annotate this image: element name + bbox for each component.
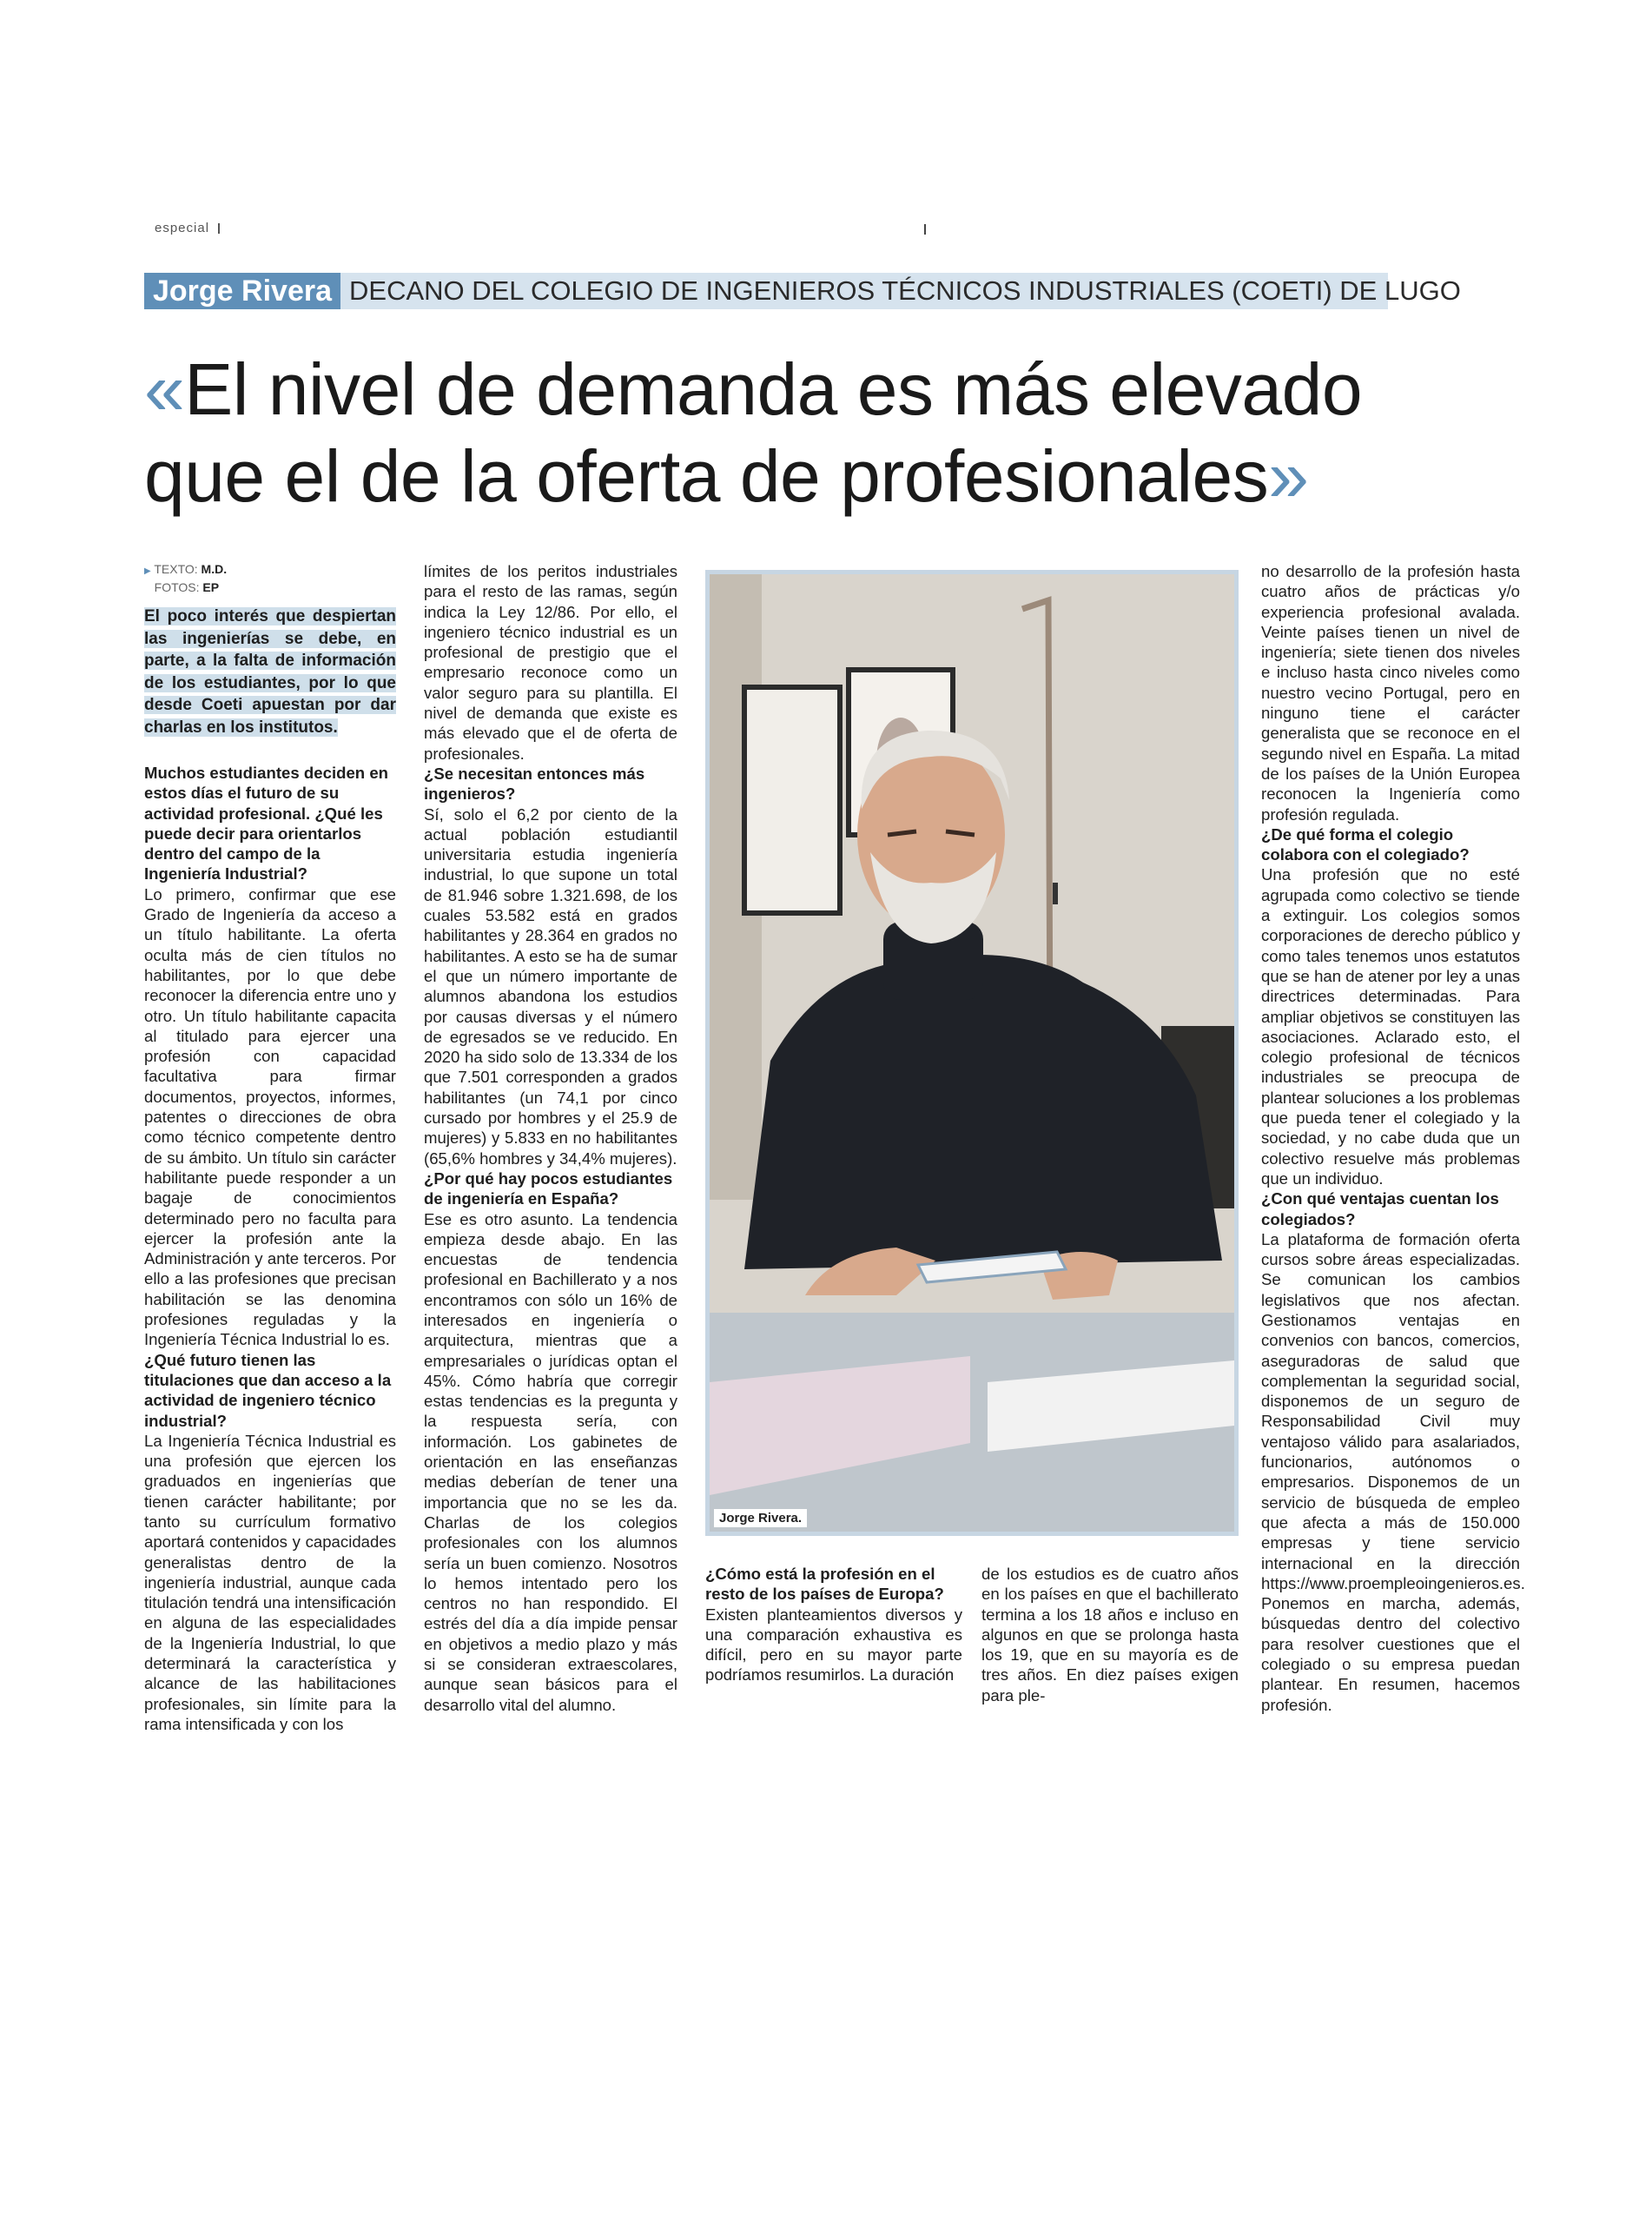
answer-4: Ese es otro asunto. La tendencia empieza desde abajo. En las encuestas de tendencia profesional en Bachillerato y a nos encontramos con sólo un 16% de interesados en ingeniería o arquitectura, mientras que a empresariales o jurídicas optan el 45%. Cómo habría que corregir estas tendencias es la pregunta y la respuesta sería, con información. Los gabinetes de orientación en las enseñanzas medias deberían de tener una importancia que no se les da. Charlas de los colegios profesionales con los alumnos sería un buen comienzo. Nosotros lo hemos intentado pero los centros no han respondido. El estrés del día a día impide pensar en objetivos a medio plazo y más si se consideran extraescolares, aunque sean básicos para el desarrollo vital del alumno. [424, 1209, 677, 1714]
headline-line-2: que el de la oferta de profesionales [144, 435, 1269, 517]
question-6: ¿De qué forma el colegio colabora con el colegiado? [1261, 824, 1470, 864]
framed-picture-left [744, 687, 840, 913]
credit-photos-label: FOTOS: [154, 580, 200, 594]
column-4 [981, 1564, 1239, 1705]
column-1 [144, 561, 396, 1734]
column-5 [1261, 561, 1525, 1715]
question-3: ¿Se necesitan entonces más ingenieros? [424, 764, 645, 804]
kicker-bar [144, 273, 1461, 309]
headline-line-1: El nivel de demanda es más elevado [184, 348, 1363, 430]
question-2: ¿Qué futuro tienen las titulaciones que dan acceso a la actividad de ingeniero técnico industrial? [144, 1350, 392, 1430]
answer-7: La plataforma de formación oferta cursos sobre áreas especializadas. Se comunican los cambios legislativos que nos afectan. Gestionamos ventajas en convenios con bancos, comercios, aseguradoras de salud que complementan la seguridad social, disponemos de un seguro de Responsabilidad Civil muy ventajoso válido para asalariados, funcionarios, autónomos o empresarios. Disponemos de un servicio de búsqueda de empleo que afecta a más de 150.000 empresas y tiene servicio internacional en la dirección https://www.proempleoingenieros.es. Ponemos en marcha, además, búsquedas dentro del colectivo para resolver cuestiones que el colegiado o su empresa puedan plantear. En resumen, hacemos profesión. [1261, 1229, 1525, 1714]
question-7: ¿Con qué ventajas cuentan los colegiados? [1261, 1189, 1499, 1228]
portrait-photo [705, 570, 1239, 1536]
lead-text: El poco interés que despiertan las ingenierías se debe, en parte, a la falta de información de los estudiantes, por lo que desde Coeti apuestan por dar charlas en los institutos. [144, 607, 396, 737]
close-quote: » [1268, 435, 1309, 517]
answer-2: La Ingeniería Técnica Industrial es una profesión que ejercen los graduados en ingenierías que tienen carácter habilitante; por tanto su currículum formativo aportará contenidos y capacidades generalistas dentro de la ingeniería industrial, aunque cada titulación tendrá una intensificación en alguna de las especialidades de la Ingeniería Industrial, lo que determinará la característica y alcance de las habilitaciones profesionales, sin límite para la rama intensificada y con los [144, 1431, 396, 1733]
section-tag [155, 221, 220, 235]
column-3 [705, 1564, 962, 1685]
answer-6: Una profesión que no esté agrupada como colectivo se tiende a extinguir. Los colegios somos corporaciones de derecho público y como tales tenemos unos estatutos que se han de atener por ley a unas directrices determinadas. Para ampliar objetivos se constituyen las asociaciones. Aclarado esto, el colegio profesional de técnicos industriales se preocupa de plantear soluciones a los problemas que pueda tener el colegiado y la sociedad, y no cabe duda que un colectivo resuelve más problemas que un individuo. [1261, 865, 1520, 1188]
credit-photos-value: EP [202, 580, 220, 594]
question-1: Muchos estudiantes deciden en estos días el futuro de su actividad profesional. ¿Qué les puede decir para orientarlos dentro del campo de la Ingeniería Industrial? [144, 764, 389, 884]
answer-1: Lo primero, confirmar que ese Grado de Ingeniería da acceso a un título habilitante. La oferta oculta más de cien títulos no habilitantes, por lo que debe reconocer la diferencia entre uno y otro. Un título habilitante capacita al titulado para ejercer una profesión con capacidad facultativa para firmar documentos, proyectos, informes, patentes o direcciones de obra como técnico competente dentro de su ámbito. Un título sin carácter habilitante puede responder a un bagaje de conocimientos determinado pero no faculta para ejercer la profesión ante la Administración y ante terceros. Por ello a las profesiones que precisan habilitación se las denomina profesiones reguladas y la Ingeniería Técnica Industrial lo es. [144, 884, 396, 1349]
credits [144, 561, 396, 595]
section-label: especial [155, 221, 210, 235]
lamp-switch [1053, 883, 1058, 904]
section-divider [218, 223, 220, 234]
page-mark [924, 224, 926, 235]
interviewee-role: DECANO DEL COLEGIO DE INGENIEROS TÉCNICOS INDUSTRIALES (COETI) DE LUGO [349, 275, 1461, 306]
answer-5: Existen planteamientos diversos y una comparación exhaustiva es difícil, pero en su mayor parte podríamos resumirlos. La duración [705, 1605, 962, 1685]
headline [144, 346, 1534, 520]
credit-text-label: TEXTO: [154, 562, 198, 576]
photo-caption: Jorge Rivera. [714, 1509, 807, 1527]
column-2 [424, 561, 677, 1715]
credit-text-value: M.D. [201, 562, 228, 576]
triangle-icon: ▶ [144, 566, 151, 576]
interviewee-name: Jorge Rivera [144, 273, 340, 309]
answer-5-continued: de los estudios es de cuatro años en los países en que el bachillerato termina a los 18 años e incluso en algunos en que se prolonga hasta los 19, que en su mayoría es de tres años. En diez países exigen para ple- [981, 1565, 1239, 1704]
lead-paragraph [144, 606, 396, 738]
answer-2-continued: límites de los peritos industriales para el resto de las ramas, según indica la Ley 12/86. Por ello, el ingeniero técnico industrial es un profesional de prestigio que el empresario reconoce como un valor seguro para su plantilla. El nivel de demanda que existe es más elevado que el de oferta de profesionales. [424, 562, 677, 763]
answer-5-end: no desarrollo de la profesión hasta cuatro años de prácticas y/o experiencia profesional avalada. Veinte países tienen un nivel de ingeniería; siete tienen dos niveles e incluso hasta cinco niveles como nuestro vecino Portugal, pero en ninguno tiene el carácter generalista que se reconoce en el segundo nivel en España. La mitad de los países de la Unión Europea reconocen la Ingeniería como profesión regulada. [1261, 562, 1520, 824]
open-quote: « [144, 348, 185, 430]
portrait-illustration [710, 574, 1234, 1532]
question-4: ¿Por qué hay pocos estudiantes de ingeniería en España? [424, 1168, 673, 1208]
question-5: ¿Cómo está la profesión en el resto de los países de Europa? [705, 1565, 944, 1604]
answer-3: Sí, solo el 6,2 por ciento de la actual población estudiantil universitaria estudia ingeniería industrial, lo que supone un total de 81.946 sobre 1.321.698, de los cuales 53.582 está en grados habilitantes y 28.364 en grados no habilitantes. A esto se ha de sumar el que un número importante de alumnos abandona los estudios por causas diversas y el número de egresados se ve reducido. En 2020 ha sido solo de 13.334 de los que 7.501 corresponden a grados habilitantes (un 74,1 por cinco cursado por hombres y el 25.9 de mujeres) y 5.833 en no habilitantes (65,6% hombres y 34,4% mujeres). [424, 804, 677, 1168]
